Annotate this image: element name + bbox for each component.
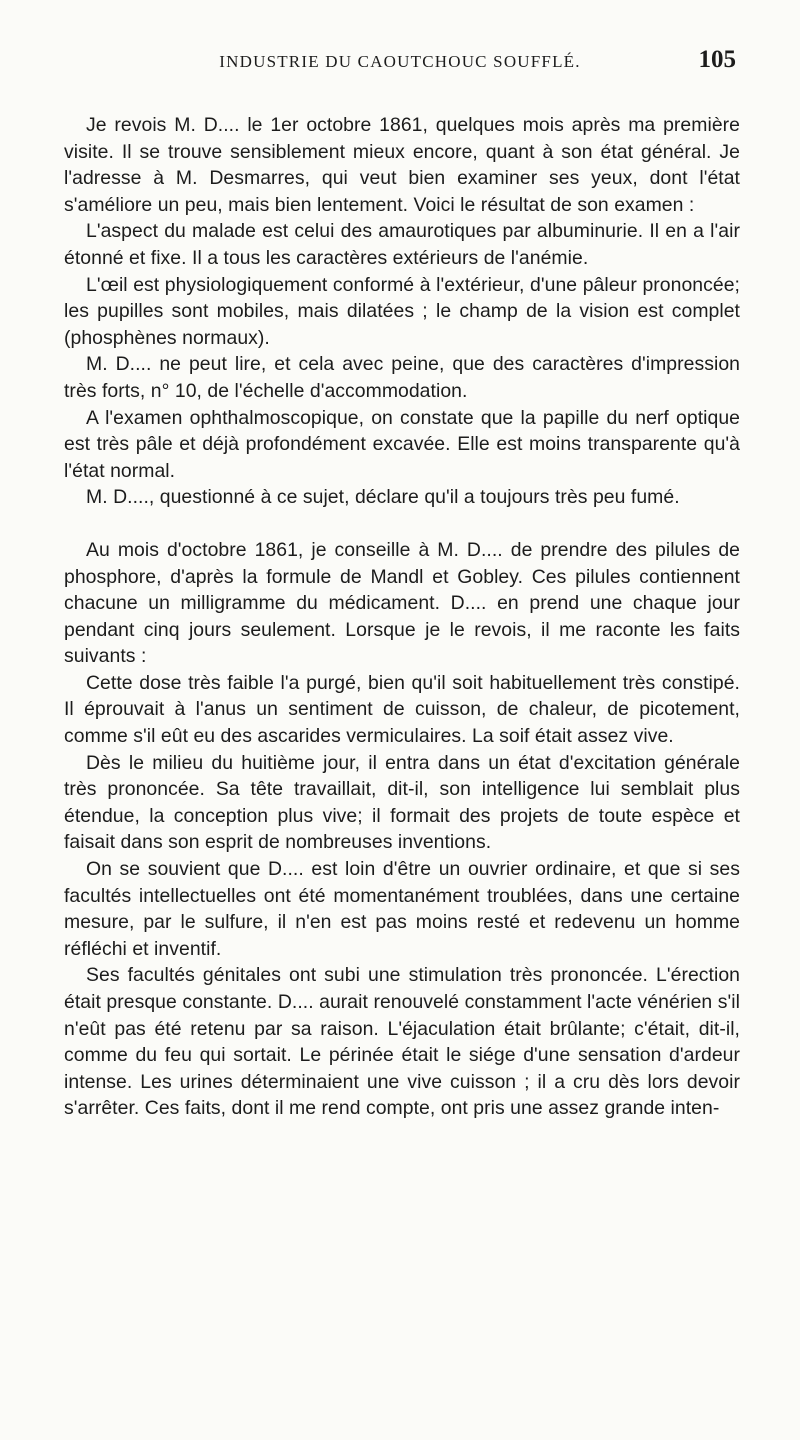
section-gap <box>64 511 740 537</box>
paragraph: A l'examen ophthalmoscopique, on constate que la papille du nerf optique est très pâle et déjà profondément excavée. Elle est moins transparente qu'à l'état normal. <box>64 406 740 482</box>
paragraph: M. D.... ne peut lire, et cela avec peine, que des caractères d'impression très forts, n° 10, de l'échelle d'accommodation. <box>64 353 740 402</box>
paragraph: Au mois d'octobre 1861, je conseille à M. D.... de prendre des pilules de phosphore, d'après la formule de Mandl et Gobley. Ces pilules contiennent chacune un milligramme du médicament. D.... en prend une chaque jour pendant cinq jours seulement. Lorsque je le revois, il me raconte les faits suivants : <box>64 538 740 668</box>
body-text <box>64 112 740 1122</box>
paragraph: L'aspect du malade est celui des amaurotiques par albuminurie. Il en a l'air étonné et fixe. Il a tous les caractères extérieurs de l'anémie. <box>64 220 740 269</box>
paragraph: M. D...., questionné à ce sujet, déclare qu'il a toujours très peu fumé. <box>86 486 680 509</box>
paragraph: Dès le milieu du huitième jour, il entra dans un état d'excitation générale très prononcée. Sa tête travaillait, dit-il, son intelligence lui semblait plus étendue, la conception plus vive; il formait des projets de toute espèce et faisait dans son esprit de nombreuses inventions. <box>64 751 740 854</box>
running-title: INDUSTRIE DU CAOUTCHOUC SOUFFLÉ. <box>219 52 581 71</box>
paragraph: Je revois M. D.... le 1er octobre 1861, quelques mois après ma première visite. Il se trouve sensiblement mieux encore, quant à son état général. Je l'adresse à M. Desmarres, qui veut bien examiner ses yeux, dont l'état s'améliore un peu, mais bien lentement. Voici le résultat de son examen : <box>64 114 740 216</box>
paragraph: Cette dose très faible l'a purgé, bien qu'il soit habituellement très constipé. Il éprouvait à l'anus un sentiment de cuisson, de chaleur, de picotement, comme s'il eût eu des ascarides vermiculaires. La soif était assez vive. <box>64 671 740 748</box>
page-number: 105 <box>698 46 736 73</box>
paragraph: L'œil est physiologiquement conformé à l'extérieur, d'une pâleur prononcée; les pupilles sont mobiles, mais dilatées ; le champ de la vision est complet (phosphènes normaux). <box>64 273 740 349</box>
running-header <box>60 46 740 80</box>
paragraph: Ses facultés génitales ont subi une stimulation très prononcée. L'érection était presque constante. D.... aurait renouvelé constamment l'acte vénérien s'il n'eût pas été retenu par sa raison. L'éjaculation était brûlante; c'était, dit-il, comme du feu qui sortait. Le périnée était le siége d'une sensation d'ardeur intense. Les urines déterminaient une vive cuisson ; il a cru dès lors devoir s'arrêter. Ces faits, dont il me rend compte, ont pris une assez grande inten- <box>64 964 740 1120</box>
paragraph: On se souvient que D.... est loin d'être un ouvrier ordinaire, et que si ses facultés intellectuelles ont été momentanément troublées, dans une certaine mesure, par le sulfure, il n'en est pas moins resté et redevenu un homme réfléchi et inventif. <box>64 858 740 960</box>
